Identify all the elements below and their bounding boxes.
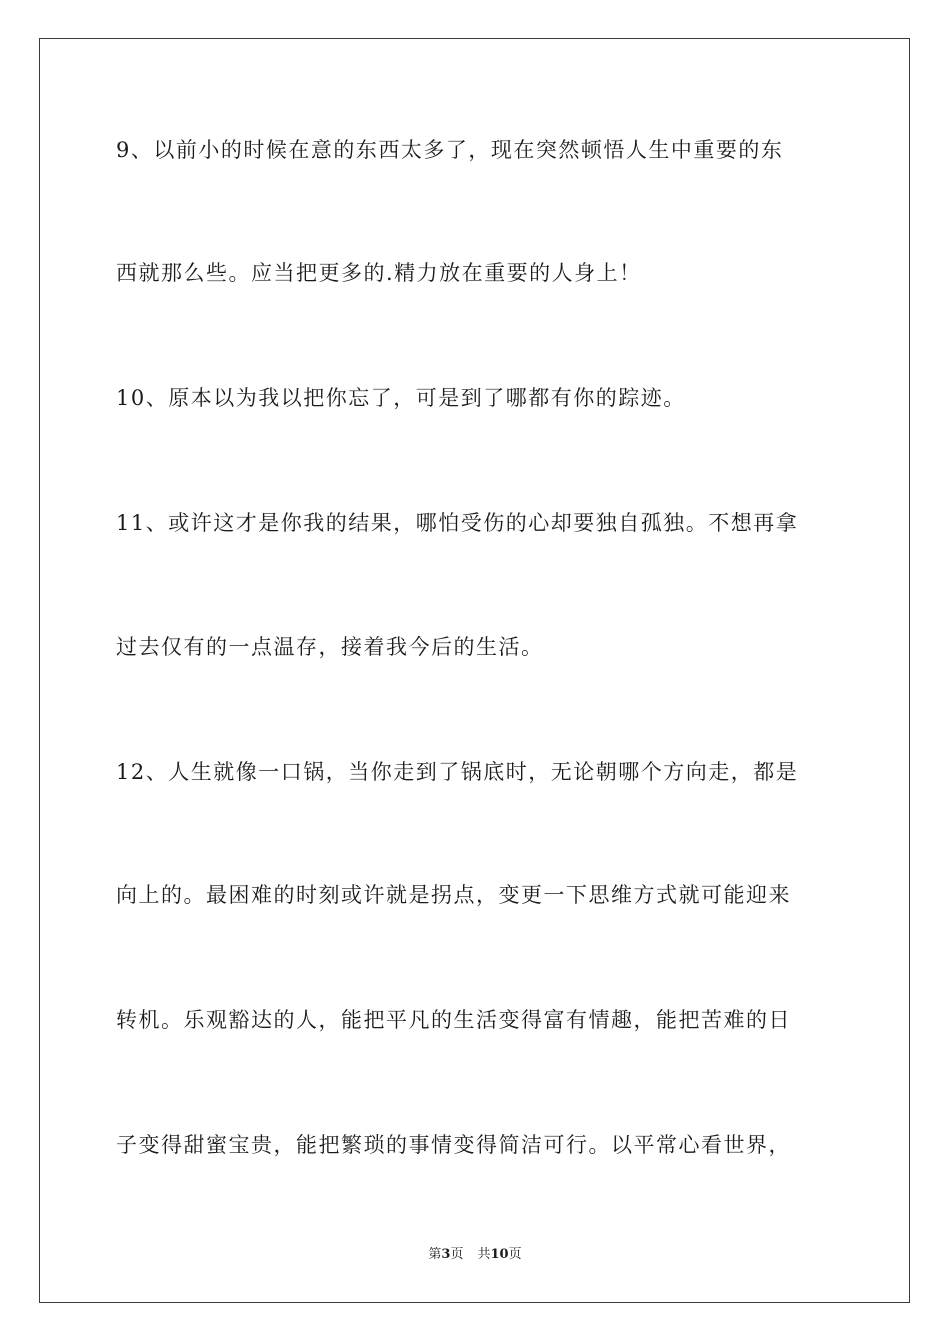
- footer-total-number: 10: [490, 1247, 509, 1262]
- text-line-8: 转机。乐观豁达的人，能把平凡的生活变得富有情趣，能把苦难的日: [116, 1008, 791, 1032]
- footer-total-suffix: 页: [508, 1247, 522, 1262]
- text-line-6: 12、人生就像一口锅，当你走到了锅底时，无论朝哪个方向走，都是: [116, 760, 799, 784]
- footer-page-suffix: 页: [450, 1247, 464, 1262]
- text-line-2: 西就那么些。应当把更多的.精力放在重要的人身上！: [116, 261, 642, 285]
- text-line-1: 9、以前小的时候在意的东西太多了，现在突然顿悟人生中重要的东: [116, 138, 784, 162]
- text-line-7: 向上的。最困难的时刻或许就是拐点，变更一下思维方式就可能迎来: [116, 883, 791, 907]
- text-line-9: 子变得甜蜜宝贵，能把繁琐的事情变得简洁可行。以平常心看世界，: [116, 1133, 791, 1157]
- text-line-5: 过去仅有的一点温存，接着我今后的生活。: [116, 635, 544, 659]
- text-line-3: 10、原本以为我以把你忘了，可是到了哪都有你的踪迹。: [116, 386, 686, 410]
- page-border: [39, 38, 910, 1303]
- footer-total-prefix: 共: [477, 1247, 491, 1262]
- text-line-4: 11、或许这才是你我的结果，哪怕受伤的心却要独自孤独。不想再拿: [116, 511, 799, 535]
- footer-page-number: 3: [441, 1247, 451, 1262]
- page-footer: [0, 1246, 950, 1264]
- footer-page-prefix: 第: [428, 1247, 442, 1262]
